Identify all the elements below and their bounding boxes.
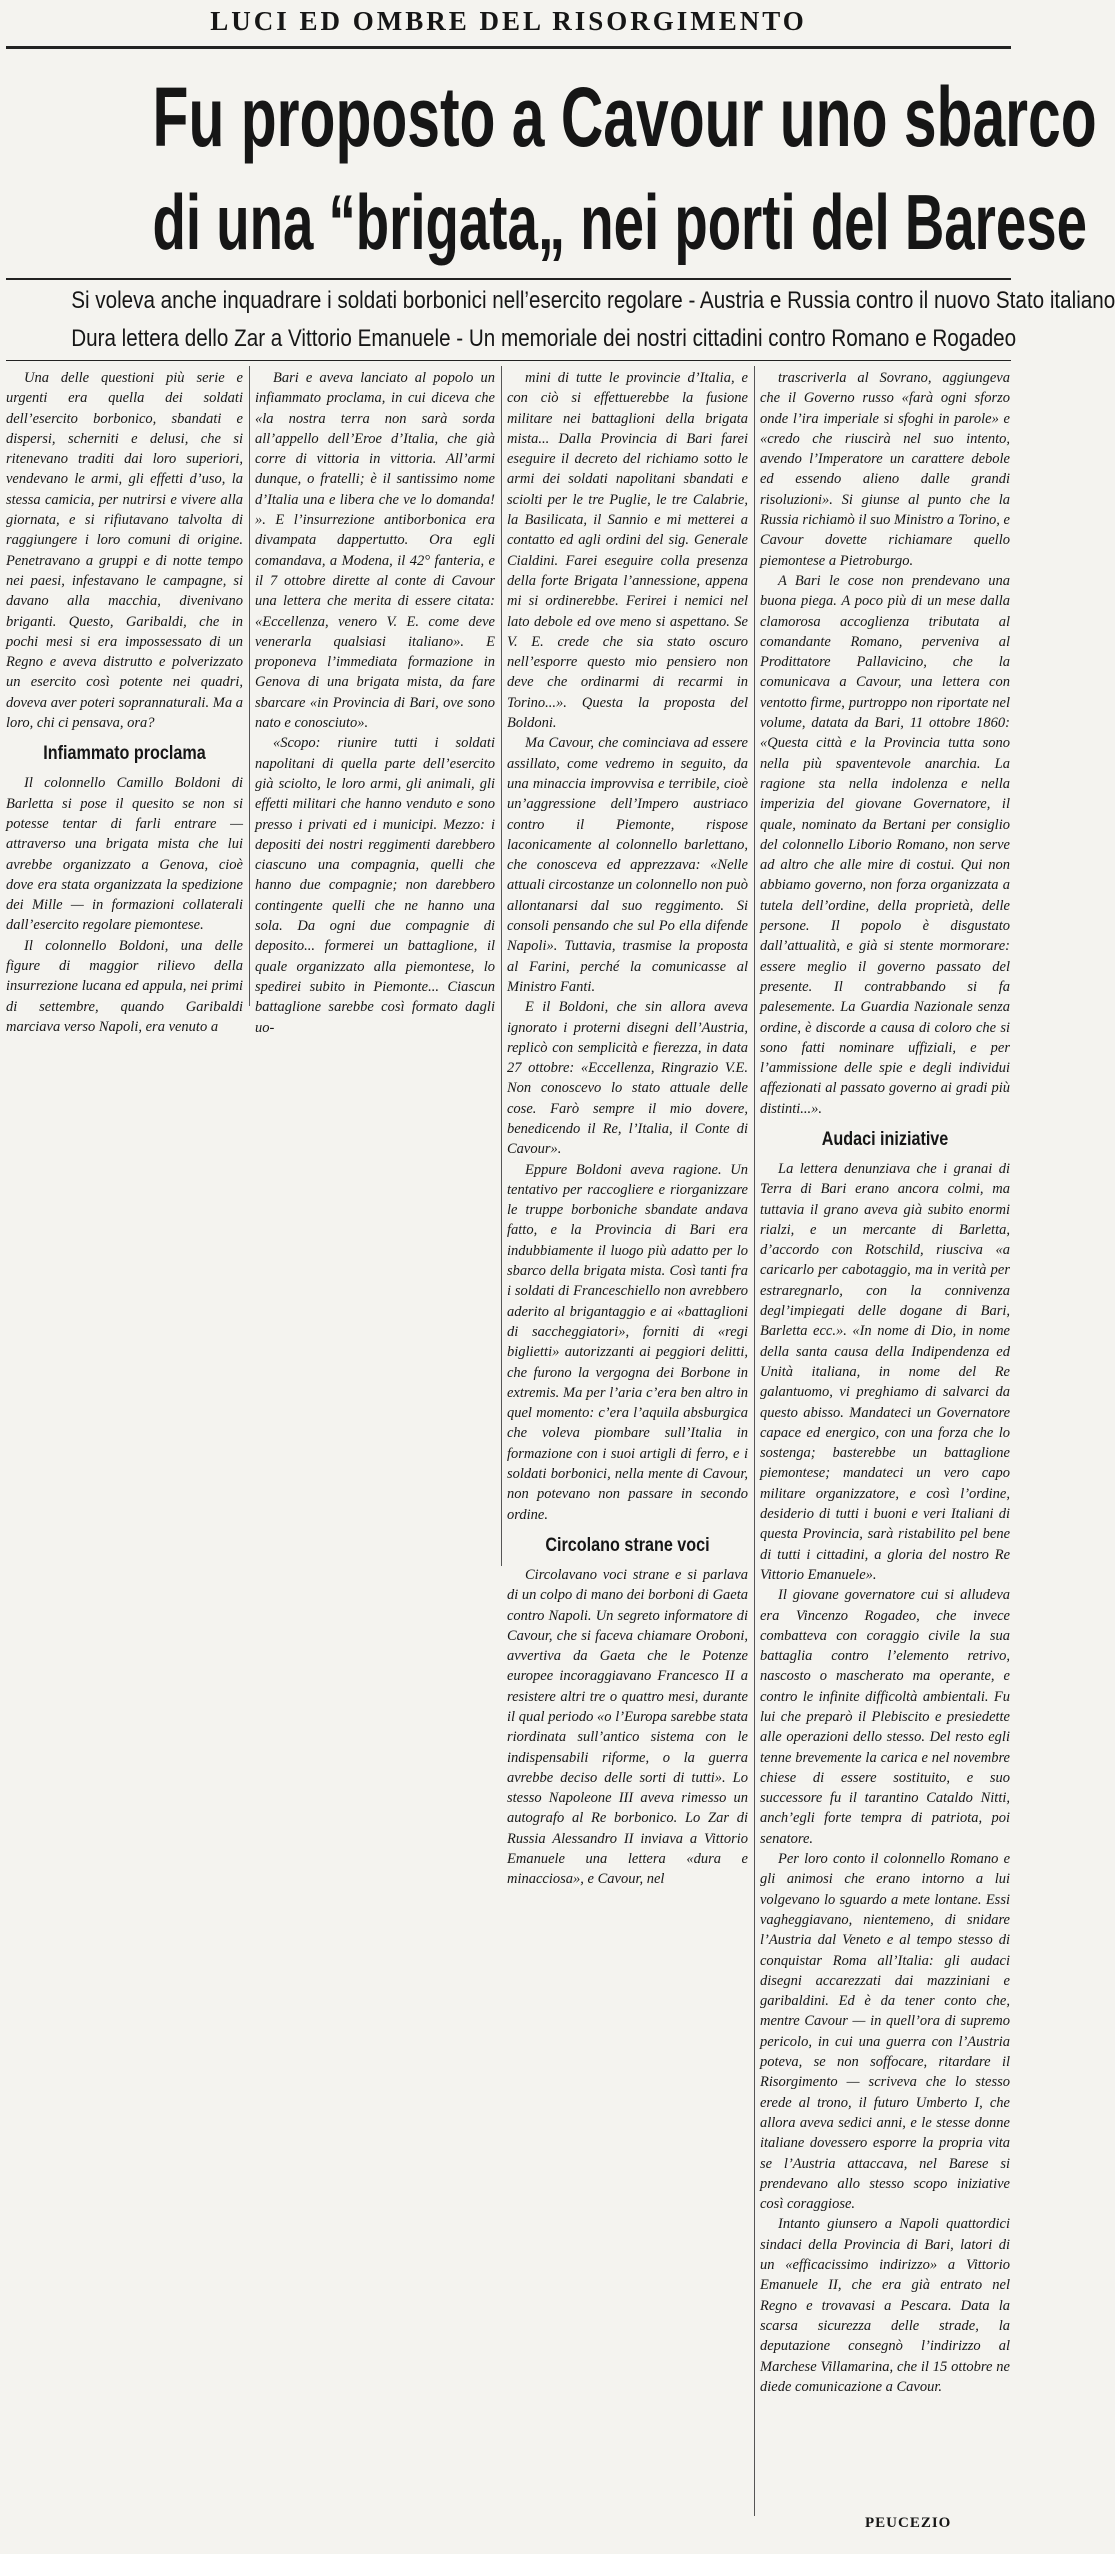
paragraph: La lettera denunziava che i granai di Terra di Bari erano ancora colmi, ma tuttavia il grano aveva già subito enormi rialzi, e un mercante di Barletta, d’accordo con Rotschild, riusciva «a caricarlo per cabotaggio, ma in verità per estraregnarlo, con la connivenza degl’impiegati delle dogane di Bari, Barletta ecc.». «In nome di Dio, in nome della santa causa della Indipendenza ed Unità italiana, in nome del Re galantuomo, vi preghiamo di salvarci da questo abisso. Mandateci un Governatore capace ed energico, con una forza che lo sostenga; basterebbe un battaglione piemontese; mandateci un vero capo militare organizzatore, e così l’ordine, desiderio di tutti i buoni e veri Italiani di questa Provincia, sarà ristabilito pel bene di tutti i cittadini, a gloria del nostro Re Vittorio Emanuele». <box>760 1160 1010 1583</box>
rubric-rule <box>6 46 1011 49</box>
paragraph: Ma Cavour, che cominciava ad essere assillato, come vedremo in seguito, da una minaccia improvvisa e terribile, cioè un’aggressione dell’Impero austriaco contro il Piemonte, rispose laconicamente al colonnello barlettano, che conosceva ed apprezzava: «Nelle attuali circostanze un colonnello non può allontanarsi dal suo reggimento. Si consoli pensando che sul Po ella difende Napoli». Tuttavia, trasmise la proposta al Farini, perché la comunicasse al Ministro Fanti. <box>507 735 748 995</box>
paragraph: Il colonnello Camillo Boldoni di Barletta si pose il quesito se non si potesse tentar di farli entrare — attraverso una brigata mista che lui avrebbe organizzato a Genova, cioè dove era stata organizzata la spedizione dei Mille — in formazioni collaterali dall’esercito regolare piemontese. <box>6 775 243 934</box>
paragraph: A Bari le cose non prendevano una buona piega. A poco più di un mese dalla clamorosa accoglienza tributata al comandante Romano, perveniva al Prodittatore Pallavicino, che la comunicava a Cavour, una lettera con ventotto firme, purtroppo non riportate nel volume, datata da Bari, 11 ottobre 1860: «Questa città e la Provincia tutta sono nella più spaventevole anarchia. La ragione sta nella indolenza e nella imperizia del giovane Governatore, il quale, nominato da Bertani per consiglio del colonnello Liborio Romano, non serve ad altro che alle mire di costui. Qui non abbiamo governo, non forza organizzata a tutela dell’ordine, della proprietà, delle persone. Il popolo è disgustato dall’attualità, e già si stente mormorare: essere meglio il governo passato del presente. Il contrabbando si fa palesemente. La Guardia Nazionale senza ordine, è discorde a causa di coloro che si sono fatti nominare uffiziali, e per l’ammissione delle spie e degli individui affezionati al passato governo ai gradi più distinti...». <box>760 572 1010 1117</box>
paragraph: Una delle questioni più serie e urgenti era quella dei soldati dell’esercito borbonico, sbandati e dispersi, scherniti e delusi, che si ritenevano traditi dai loro superiori, vendevano le armi, gli effetti d’uso, la stessa camicia, per nutrirsi e vivere alla giornata, e si rifiutavano talvolta di raggiungere i loro comuni di origine. Penetravano a gruppi e di notte tempo nei paesi, infestavano le campagne, si davano alla macchia, divenivano briganti. Questo, Garibaldi, che in pochi mesi si era impossessato di un Regno e aveva distrutto e polverizzato un esercito così potente nei quadri, doveva aver poteri soprannaturali. Ma a loro, chi ci pensava, ora? <box>6 370 243 732</box>
column-divider <box>501 366 502 1566</box>
paragraph: «Scopo: riunire tutti i soldati napolitani di quella parte dell’esercito già sciolto, le loro armi, gli animali, gli effetti militari che hanno venduto e sono presso i privati ed i municipi. Mezzo: i depositi dei nostri reggimenti darebbero ciascuno una compagnia, quelli che hanno due compagnie; non darebbero contingente quelli che ne hanno una sola. Da ogni due compagnie di deposito... formerei un battaglione, il quale organizzato alla piemontese, lo spedirei subito in Piemonte... Ciascun battaglione sarebbe così formato dagli uo- <box>255 735 495 1036</box>
paragraph: Circolavano voci strane e si parlava di un colpo di mano dei borboni di Gaeta contro Napoli. Un segreto informatore di Cavour, che si faceva chiamare Oroboni, avvertiva da Gaeta che le Potenze europee incoraggiavano Francesco II a resistere altri tre o quattro mesi, durante il qual periodo «o l’Europa sarebbe stata riordinata sull’antico sistema con le indispensabili riforme, o la guerra avrebbe deciso delle sorti di tutti». Lo stesso Napoleone III aveva rimesso un autografo al Re borbonico. Lo Zar di Russia Alessandro II inviava a Vittorio Emanuele una lettera «dura e minacciosa», e Cavour, nel <box>507 1566 748 1888</box>
paragraph: Il colonnello Boldoni, una delle figure di maggior rilievo della insurrezione lucana ed appula, nei primi di settembre, quando Garibaldi marciava verso Napoli, era venuto a <box>6 937 243 1035</box>
author-signature: PEUCEZIO <box>865 2515 952 2531</box>
paragraph: E il Boldoni, che sin allora aveva ignorato i proterni disegni dell’Austria, replicò con semplicità e fierezza, in data 27 ottobre: «Eccellenza, Ringrazio V.E. Non conoscevo lo stato attuale delle cose. Farò sempre il mio dovere, benedicendo il Re, l’Italia, il Conte di Cavour». <box>507 999 748 1158</box>
section-heading: Circolano strane voci <box>545 1534 710 1556</box>
paragraph: Intanto giunsero a Napoli quattordici sindaci della Provincia di Bari, latori di un «efficacissimo indirizzo» a Vittorio Emanuele II, che era già entrato nel Regno e trovavasi a Pescara. Data la scarsa sicurezza delle strade, la deputazione consegnò l’indirizzo al Marchese Villamarina, che il 15 ottobre ne diede comunicazione a Cavour. <box>760 2216 1010 2395</box>
subtitle-rule <box>6 360 1011 361</box>
paragraph: Bari e aveva lanciato al popolo un infiammato proclama, in cui diceva che «la nostra terra non sarà sorda all’appello dell’Eroe d’Italia, che già corre di vittoria in vittoria. All’armi dunque, o fratelli; è il santissimo nome d’Italia una e libera che ve lo domanda! ». E l’insurrezione antiborbonica era divampata dappertutto. Ora egli comandava, a Modena, il 42° fanteria, e il 7 ottobre dirette al conte di Cavour una lettera che merita di essere citata: «Eccellenza, venero V. E. come deve venerarla qualsiasi italiano». E proponeva l’immediata formazione in Genova di una brigata mista, da fare sbarcare «in Provincia di Bari, ove sono nato e conosciuto». <box>255 370 495 732</box>
article-column-4 <box>760 368 1010 2508</box>
subtitle-line-1: Si voleva anche inquadrare i soldati borbonici nell’esercito regolare - Austria e Russia contro il nuovo Stato italiano <box>71 287 1115 314</box>
section-heading: Audaci iniziative <box>821 1128 949 1150</box>
paragraph: Eppure Boldoni aveva ragione. Un tentativo per raccogliere e riorganizzare le truppe borboniche sbandate andava fatto, e la Provincia di Bari era indubbiamente il luogo più adatto per lo sbarco della brigata mista. Così tanti fra i soldati di Franceschiello non avrebbero aderito al brigantaggio e ai «battaglioni di saccheggiatori», forniti di «regi biglietti» autorizzanti ai peggiori delitti, che furono la vergogna dei Borbone in extremis. Ma per l’aria c’era ben altro in quel momento: c’era l’aquila absburgica che voleva piombare sull’Italia in formazione con i suoi artigli di ferro, e i soldati borbonici, nella mente di Cavour, non potevano non passare in secondo ordine. <box>507 1161 748 1523</box>
section-heading: Infiammato proclama <box>43 743 206 765</box>
paragraph: Per loro conto il colonnello Romano e gli animosi che erano intorno a lui volgevano lo sguardo a mete lontane. Essi vagheggiavano, nientemeno, di snidare l’Austria dal Veneto e al tempo stesso di conquistar Roma all’Italia: gli audaci disegni accarezzati dai mazziniani e garibaldini. Ed è da tener conto che, mentre Cavour — in quell’ora di supremo pericolo, in cui una guerra con l’Austria poteva, se non soffocare, ritardare il Risorgimento — scriveva che lo stesso erede al trono, il futuro Umberto I, che allora aveva sedici anni, e le stesse donne italiane dovessero esporre la propria vita se l’Austria attaccava, nel Barese si prendevano allo stesso scopo iniziative così coraggiose. <box>760 1851 1010 2213</box>
column-divider <box>754 366 755 2516</box>
headline-rule <box>6 278 1011 280</box>
article-column-1 <box>6 368 243 1035</box>
subtitle-line-2: Dura lettera dello Zar a Vittorio Emanuele - Un memoriale dei nostri cittadini contro Romano e Rogadeo <box>71 325 1017 352</box>
section-rubric: LUCI ED OMBRE DEL RISORGIMENTO <box>210 6 807 36</box>
column-divider <box>249 366 250 1006</box>
article-column-3 <box>507 368 748 1888</box>
headline-line-2: di una “brigata„ nei porti del Barese <box>152 178 1088 266</box>
paragraph: trascriverla al Sovrano, aggiungeva che il Governo russo «farà ogni sforzo onde l’ira imperiale si sfoghi in parole» e «credo che riuscirà nel suo intento, avendo l’Imperatore un carattere debole ed essendo alieno dalle grandi risoluzioni». Si giunse al punto che la Russia richiamò il suo Ministro a Torino, e Cavour dovette richiamare quello piemontese a Pietroburgo. <box>760 370 1010 569</box>
paragraph: Il giovane governatore cui si alludeva era Vincenzo Rogadeo, che invece combatteva con coraggio civile la sua battaglia contro l’elemento retrivo, nascosto o mascherato ma operante, e contro le infinite difficoltà ambientali. Fu lui che preparò il Plebiscito e presiedette alle operazioni dello stesso. Del resto egli tenne brevemente la carica e nel novembre chiese di essere sostituito, e suo successore fu il tarantino Cataldo Nitti, anch’egli forte tempra di patriota, poi senatore. <box>760 1587 1010 1847</box>
article-column-2 <box>255 368 495 1036</box>
paragraph: mini di tutte le provincie d’Italia, e con ciò si effettuerebbe la fusione militare nei battaglioni della brigata mista... Dalla Provincia di Bari farei eseguire il decreto del richiamo sotto le armi dei soldati napolitani sbandati e sciolti per le tre Puglie, le tre Calabrie, la Basilicata, il Sannio e mi metterei a contatto ed agli ordini del sig. Generale Cialdini. Farei eseguire colla presenza della forte Brigata l’annessione, appena mi si ordinerebbe. Ferirei i nemici nel lato debole ed ove meno si aspettano. Se V. E. crede che sia stato oscuro nell’esporre questo mio pensiero non deve che ordinarmi di recarmi in Torino...». Questa la proposta del Boldoni. <box>507 370 748 732</box>
headline-line-1: Fu proposto a Cavour uno sbarco <box>152 70 1097 164</box>
